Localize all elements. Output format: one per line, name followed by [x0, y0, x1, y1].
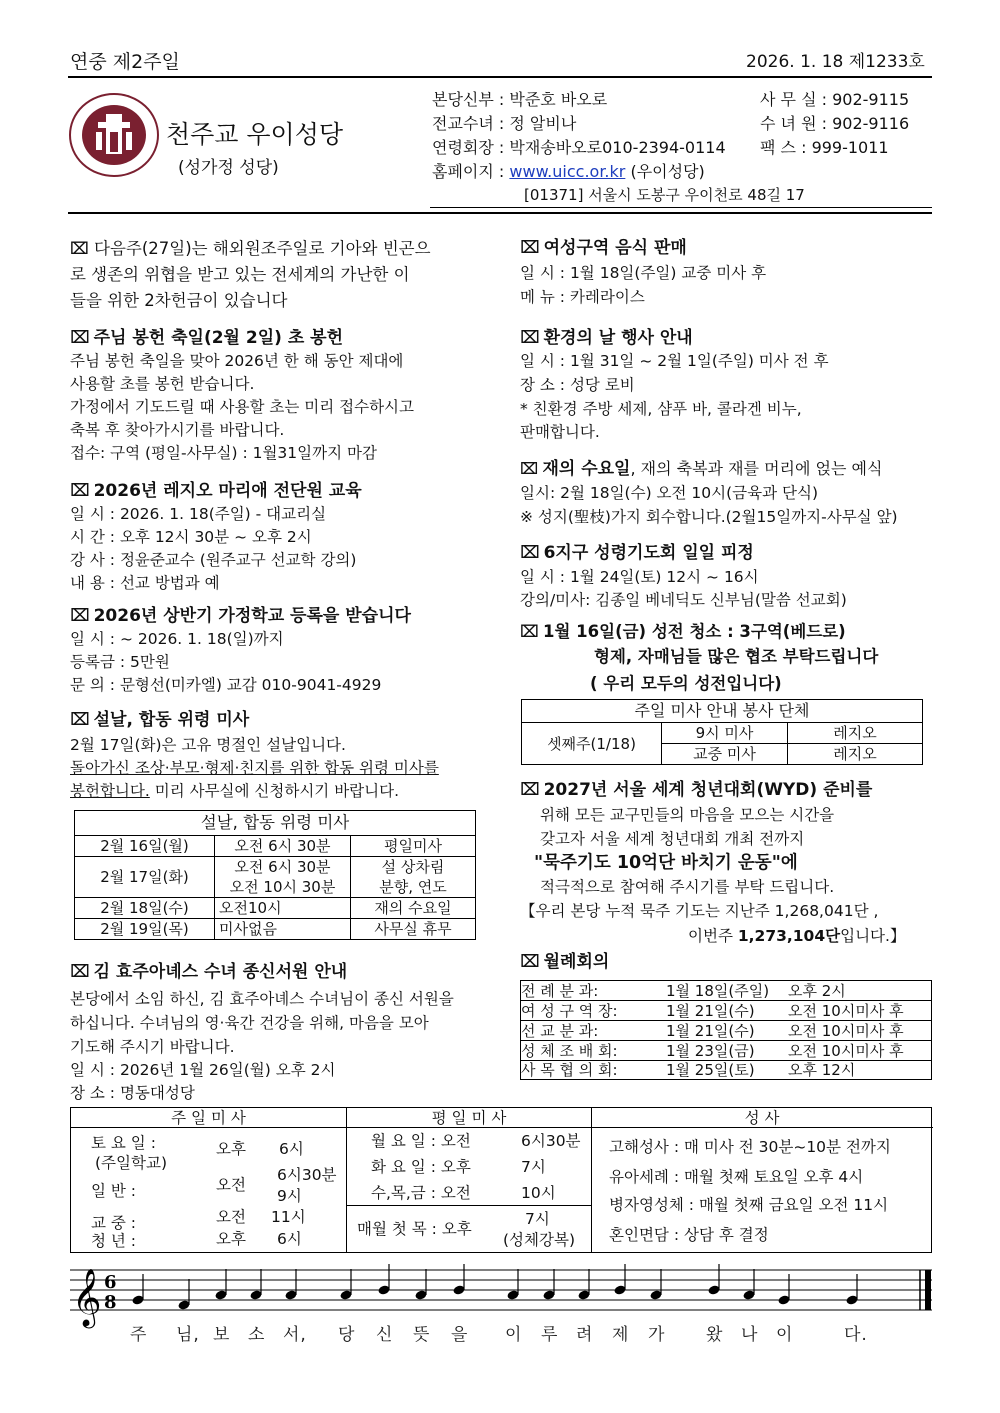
weekday-mass-title: 평 일 미 사 — [431, 1109, 507, 1127]
music-notes — [131, 1264, 858, 1311]
notice-mark-icon: ⌧ — [70, 606, 90, 626]
seollal-title: ⌧ 설날, 합동 위령 미사 — [70, 710, 250, 730]
candle-title: ⌧ 주님 봉헌 축일(2월 2일) 초 봉헌 — [70, 328, 344, 348]
notice-mark-icon: ⌧ — [520, 952, 540, 972]
cleaning-line: 형제, 자매님들 많은 협조 부탁드립니다 — [594, 647, 879, 666]
homepage-link[interactable]: www.uicc.or.kr — [509, 162, 626, 181]
benediction-label: (성체강복) — [503, 1231, 575, 1249]
notice-mark-icon: ⌧ — [520, 238, 540, 258]
schedule-time: 6시 — [279, 1140, 304, 1158]
seollal-line: 봉헌합니다. 미리 사무실에 신청하시기 바랍니다. — [70, 782, 400, 800]
schedule-time: 10시 — [521, 1184, 556, 1202]
header-bottom-rule — [68, 212, 932, 214]
rosary-campaign: "묵주기도 10억단 바치기 운동"에 — [534, 853, 798, 873]
notice-mark-icon: ⌧ — [520, 328, 540, 348]
schedule-time: 6시30분 — [521, 1132, 581, 1150]
church-cleaning-title: ⌧ 1월 16일(금) 성전 청소 : 3구역(베드로) — [520, 622, 846, 641]
contacts-block — [432, 88, 726, 184]
lyric-syllable: 제 — [612, 1325, 630, 1345]
lyric-syllable: 이 — [505, 1325, 523, 1345]
pastor-name: 박준호 바오로 — [509, 90, 608, 109]
nun-line: 장 소 : 명동대성당 — [70, 1084, 195, 1102]
candle-line: 축복 후 찾아가시기를 바랍니다. — [70, 421, 285, 439]
time-sig-icon: 6 — [104, 1272, 117, 1293]
notice-mark-icon: ⌧ — [70, 962, 90, 982]
schedule-time: 6시 — [277, 1230, 302, 1248]
phone-label: 팩 스 : — [760, 138, 812, 157]
table-row: 여 성 구 역 장: 1월 21일(수) 오전 10시미사 후 — [521, 1001, 931, 1021]
table-row: 성 체 조 배 회: 1월 23일(금) 오전 10시미사 후 — [521, 1041, 931, 1061]
schedule-ampm: 오후 — [216, 1140, 246, 1158]
nun-line: 본당에서 소임 하신, 김 효주아녜스 수녀님이 종신 서원을 — [70, 990, 454, 1008]
spirit-line: 일 시 : 1월 24일(토) 12시 ~ 16시 — [520, 568, 759, 586]
notice-mark-icon: ⌧ — [70, 481, 90, 501]
wyd-line: 적극적으로 참여해 주시기를 부탁 드립니다. — [540, 878, 835, 896]
phones-block — [760, 88, 909, 160]
table-row: 2월 19일(목) 미사없음 사무실 휴무 — [75, 919, 476, 940]
seollal-table-title: 설날, 합동 위령 미사 — [75, 811, 476, 836]
contact-label: 전교수녀 : — [432, 114, 510, 133]
nun-line: 일 시 : 2026년 1월 26일(월) 오후 2시 — [70, 1061, 336, 1079]
schedule-time: 11시 — [271, 1208, 306, 1226]
wyd-line: 위해 모든 교구민들의 마음을 모으는 시간을 — [540, 806, 835, 824]
food-line: 일 시 : 1월 18일(주일) 교중 미사 후 — [520, 264, 767, 282]
notice-mark-icon: ⌧ — [70, 239, 90, 258]
table-row: 선 교 분 과: 1월 21일(수) 오전 10시미사 후 — [521, 1021, 931, 1041]
baptism-info: 유아세례 : 매월 첫째 토요일 오후 4시 — [609, 1168, 864, 1186]
schedule-ampm: 오전 — [216, 1176, 246, 1194]
ash-line: 일시: 2월 18일(수) 오전 10시(금육과 단식) — [520, 484, 819, 502]
main-mass-label: 교 중 : — [91, 1214, 137, 1232]
church-seal-icon — [68, 92, 160, 178]
address-rule — [430, 207, 932, 208]
nun-vows-title: ⌧ 김 효주아녜스 수녀 종신서원 안내 — [70, 962, 348, 982]
seollal-line: 돌아가신 조상·부모·형제·친지를 위한 합동 위령 미사를 — [70, 759, 439, 777]
table-row: 2월 18일(수) 오전10시 재의 수요일 — [75, 898, 476, 919]
time-sig-icon: 8 — [104, 1292, 117, 1313]
legio-line: 일 시 : 2026. 1. 18(주일) - 대교리실 — [70, 505, 327, 523]
convent-phone: 902-9116 — [832, 114, 910, 133]
notice-mark-icon: ⌧ — [70, 710, 90, 730]
legio-line: 강 사 : 정윤준교수 (원주교구 선교학 강의) — [70, 551, 357, 569]
schedule-time: 9시 — [277, 1187, 302, 1205]
notice-line: 로 생존의 위협을 받고 있는 전세계의 가난한 이 — [70, 265, 410, 284]
candle-line: 접수: 구역 (평일-사무실) : 1월31일까지 마감 — [70, 444, 377, 462]
table-row: 2월 16일(월) 오전 6시 30분 평일미사 — [75, 836, 476, 857]
contact-label: 홈페이지 : — [432, 162, 510, 181]
service-table — [521, 699, 923, 765]
seollal-line: 2월 17일(화)은 고유 명절인 설날입니다. — [70, 736, 346, 754]
notice-mark-icon: ⌧ — [520, 543, 540, 563]
notice-mark-icon: ⌧ — [520, 459, 539, 478]
table-row: 사 목 협 의 회: 1월 25일(토) 오후 12시 — [521, 1061, 856, 1079]
wyd-title: ⌧ 2027년 서울 세계 청년대회(WYD) 준비를 — [520, 780, 873, 800]
legio-line: 시 간 : 오후 12시 30분 ~ 오후 2시 — [70, 528, 312, 546]
saturday-label: 토 요 일 : — [91, 1134, 156, 1152]
table-row: 교중 미사 레지오 — [522, 744, 923, 765]
confession-info: 고해성사 : 매 미사 전 30분~10분 전까지 — [609, 1138, 891, 1156]
lyric-syllable: 당 — [338, 1325, 356, 1345]
cleaning-line: ( 우리 모두의 성전입니다) — [590, 674, 782, 693]
nun-name: 정 알비나 — [509, 114, 577, 133]
lyric-syllable: 다. — [844, 1325, 868, 1345]
lyric-syllable: 님, — [176, 1325, 200, 1345]
env-line: 판매합니다. — [520, 423, 600, 441]
food-line: 메 뉴 : 카레라이스 — [520, 288, 645, 306]
schedule-time: 7시 — [521, 1158, 546, 1176]
notice-mark-icon: ⌧ — [520, 780, 540, 800]
table-row: 2월 17일(화) 오전 6시 30분 설 상차림 — [75, 857, 476, 878]
contact-label: 본당신부 : — [432, 90, 510, 109]
church-name: 천주교 우이성당 — [166, 120, 343, 149]
candle-line: 가정에서 기도드릴 때 사용할 초는 미리 접수하시고 — [70, 398, 414, 416]
second-collection-notice: ⌧ 다음주(27일)는 해외원조주일로 기아와 빈곤으 — [70, 239, 431, 258]
treble-clef-icon: 𝄞 — [72, 1268, 102, 1326]
notice-mark-icon: ⌧ — [520, 622, 540, 641]
env-line: * 친환경 주방 세제, 샴푸 바, 콜라겐 비누, — [520, 400, 802, 418]
issue-title: 연중 제2주일 — [70, 51, 180, 73]
schedule-time: 6시30분 — [277, 1166, 337, 1184]
lyric-syllable: 주 — [130, 1325, 148, 1345]
sunday-mass-title: 주 일 미 사 — [171, 1109, 246, 1127]
fax-number: 999-1011 — [811, 138, 889, 157]
nun-line: 하십니다. 수녀님의 영·육간 건강을 위해, 마음을 모아 — [70, 1014, 429, 1032]
issue-date: 2026. 1. 18 제1233호 — [746, 52, 925, 72]
service-table-title: 주일 미사 안내 봉사 단체 — [522, 700, 923, 723]
food-sale-title: ⌧ 여성구역 음식 판매 — [520, 238, 687, 258]
header-rule — [68, 76, 932, 78]
ash-wednesday-title: ⌧ 재의 수요일, 재의 축복과 재를 머리에 얹는 예식 — [520, 459, 883, 479]
phone-label: 수 녀 원 : — [760, 114, 833, 133]
nun-line: 기도해 주시기 바랍니다. — [70, 1038, 235, 1056]
sick-communion-info: 병자영성체 : 매월 첫째 금요일 오전 11시 — [609, 1196, 889, 1214]
school-line: 일 시 : ~ 2026. 1. 18(일)까지 — [70, 630, 284, 648]
sacrament-title: 성 사 — [744, 1109, 780, 1127]
legio-line: 내 용 : 선교 방법과 예 — [70, 574, 220, 592]
table-row: 전 례 분 과: 1월 18일(주일) 오후 2시 — [521, 981, 931, 1001]
env-day-title: ⌧ 환경의 날 행사 안내 — [520, 328, 693, 348]
mass-schedule-box — [70, 1107, 932, 1253]
school-title: ⌧ 2026년 상반기 가정학교 등록을 받습니다 — [70, 606, 411, 626]
office-phone: 902-9115 — [832, 90, 910, 109]
schedule-ampm: 오후 — [216, 1230, 246, 1248]
lyric-syllable: 왔 — [706, 1325, 724, 1345]
sunday-school-label: (주일학교) — [95, 1154, 167, 1172]
lyric-syllable: 가 — [648, 1325, 666, 1345]
table-row: 셋째주(1/18) 9시 미사 레지오 — [522, 723, 923, 744]
lyric-syllable: 나 — [741, 1325, 759, 1345]
lyric-syllable: 보 — [213, 1325, 231, 1345]
rosary-count-line: 이번주 1,273,104단입니다.】 — [688, 927, 906, 945]
notice-line: 들을 위한 2차헌금이 있습니다 — [70, 291, 288, 310]
lyric-syllable: 서, — [283, 1325, 307, 1345]
lyric-syllable: 신 — [376, 1325, 394, 1345]
first-thursday-label: 매월 첫 목 : 오후 — [357, 1220, 472, 1238]
candle-line: 주님 봉헌 축일을 맞아 2026년 한 해 동안 제대에 — [70, 352, 404, 370]
notice-mark-icon: ⌧ — [70, 328, 90, 348]
wed-fri-label: 수,목,금 : 오전 — [371, 1184, 471, 1202]
lyric-syllable: 을 — [451, 1325, 469, 1345]
youth-label: 청 년 : — [91, 1232, 137, 1250]
lyric-syllable: 소 — [248, 1325, 266, 1345]
lyric-syllable: 뜻 — [413, 1325, 431, 1345]
church-subtitle: (성가정 성당) — [178, 158, 279, 178]
schedule-ampm: 오전 — [216, 1208, 246, 1226]
general-label: 일 반 : — [91, 1182, 137, 1200]
address: [01371] 서울시 도봉구 우이천로 48길 17 — [524, 186, 805, 204]
monday-label: 월 요 일 : 오전 — [371, 1132, 471, 1150]
phone-label: 사 무 실 : — [760, 90, 833, 109]
legio-title: ⌧ 2026년 레지오 마리애 전단원 교육 — [70, 481, 362, 501]
lyrics — [68, 1320, 934, 1348]
funeral-head: 박재송바오로010-2394-0114 — [509, 138, 726, 157]
rosary-count-line: 【우리 본당 누적 묵주 기도는 지난주 1,268,041단 , — [520, 902, 879, 920]
table-row: 오전 10시 30분 분향, 연도 — [75, 877, 476, 898]
env-line: 장 소 : 성당 로비 — [520, 376, 635, 394]
contact-label: 연령회장 : — [432, 138, 510, 157]
lyric-syllable: 이 — [776, 1325, 794, 1345]
lyric-syllable: 루 — [541, 1325, 559, 1345]
ash-line: ※ 성지(聖枝)가지 회수합니다.(2월15일까지-사무실 앞) — [520, 508, 898, 526]
spirit-line: 강의/미사: 김종일 베네딕도 신부님(말씀 선교회) — [520, 591, 847, 609]
wyd-line: 갖고자 서울 세계 청년대회 개최 전까지 — [540, 830, 805, 848]
school-line: 문 의 : 문형선(미카엘) 교감 010-9041-4929 — [70, 676, 382, 694]
school-line: 등록금 : 5만원 — [70, 653, 170, 671]
tuesday-label: 화 요 일 : 오후 — [371, 1158, 471, 1176]
env-line: 일 시 : 1월 31일 ~ 2월 1일(주일) 미사 전 후 — [520, 352, 829, 370]
candle-line: 사용할 초를 봉헌 받습니다. — [70, 375, 255, 393]
meeting-title: ⌧ 월례회의 — [520, 952, 610, 972]
spirit-retreat-title: ⌧ 6지구 성령기도회 일일 피정 — [520, 543, 754, 563]
lyric-syllable: 려 — [576, 1325, 594, 1345]
meeting-table — [520, 980, 932, 1080]
marriage-info: 혼인면담 : 상담 후 결정 — [609, 1226, 769, 1244]
homepage-note: (우이성당) — [625, 162, 705, 181]
seollal-table — [74, 810, 476, 940]
schedule-time: 7시 — [525, 1210, 550, 1228]
